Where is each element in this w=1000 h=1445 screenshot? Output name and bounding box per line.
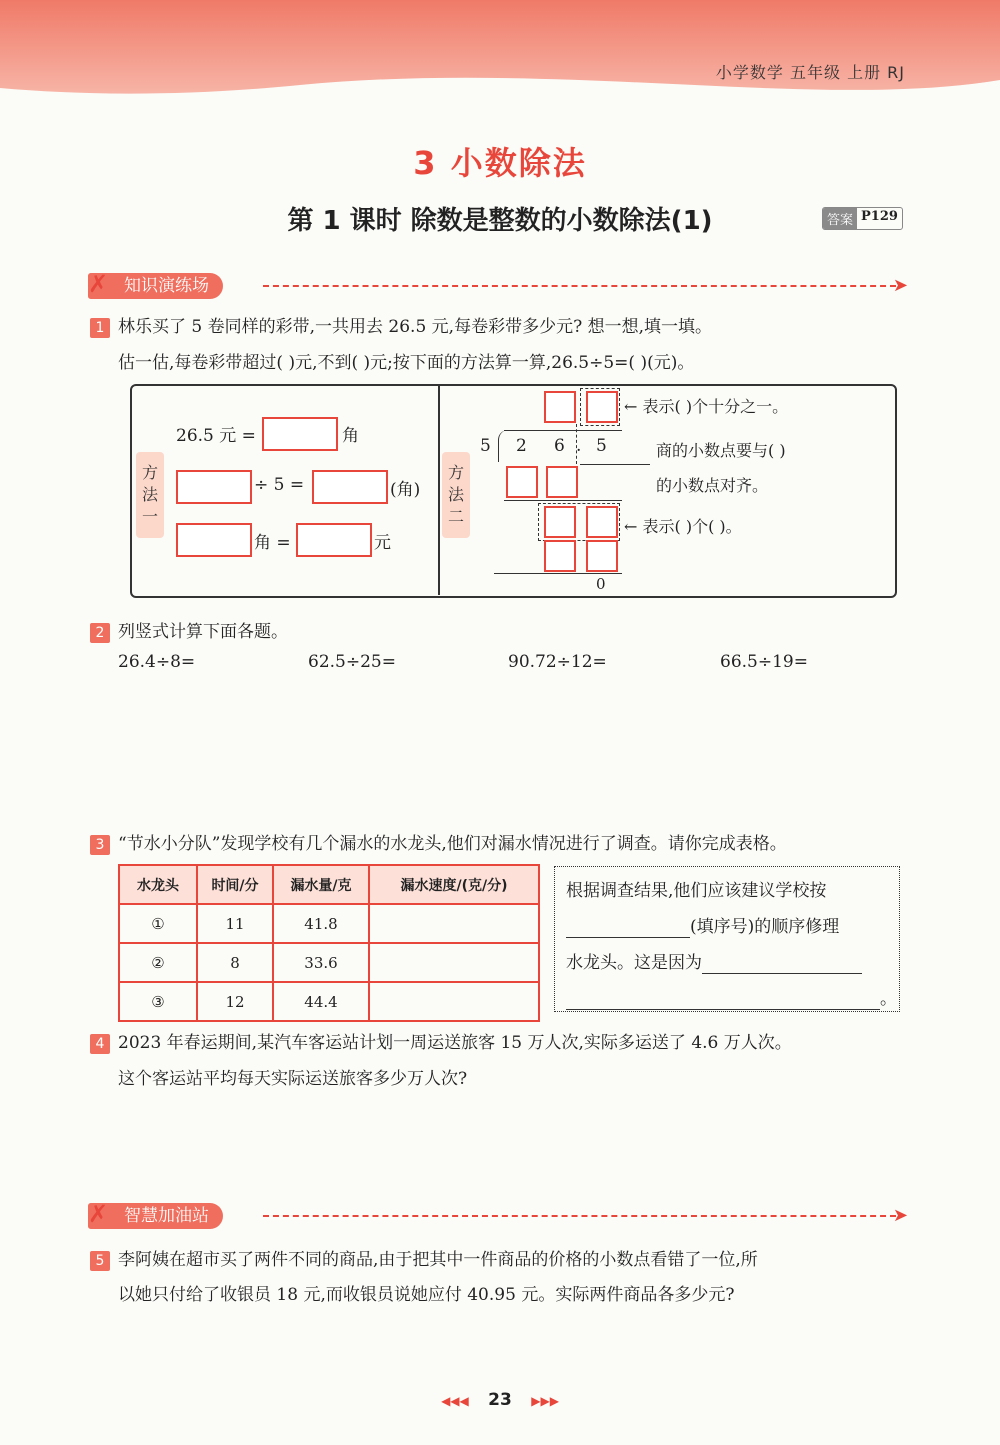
table-header-row <box>119 865 539 904</box>
question-number: 3 <box>90 835 110 855</box>
question-3 <box>90 829 787 855</box>
question-1-line2: 估一估,每卷彩带超过( )元,不到( )元;按下面的方法算一算,26.5÷5=( )(元)。 <box>118 353 695 373</box>
m1-answer-box-4[interactable] <box>176 523 252 557</box>
method-divider <box>438 385 440 595</box>
cell: 44.4 <box>273 982 369 1021</box>
exercise-2: 62.5÷25= <box>308 652 396 672</box>
leak-table <box>118 864 540 1022</box>
dividend-digit-3: 5 <box>596 436 607 456</box>
step-box-5[interactable] <box>544 540 576 572</box>
advice-line-4 <box>566 984 897 1010</box>
quotient-box-1[interactable] <box>544 391 576 423</box>
page-number: 23 <box>488 1390 512 1410</box>
question-2 <box>90 617 288 643</box>
section-label: 知识演练场 <box>88 273 223 299</box>
cell: ② <box>119 943 197 982</box>
decimal-align-guide <box>576 424 577 464</box>
question-number: 5 <box>90 1251 110 1271</box>
m1-row3-right: 元 <box>374 533 391 553</box>
advice-line-2-text: (填序号)的顺序修理 <box>690 917 840 937</box>
m1-row2-right: (角) <box>390 480 421 500</box>
method-2-tag: 方法二 <box>442 452 470 538</box>
m1-row1-right: 角 <box>342 426 359 446</box>
note-tenths: ← 表示( )个十分之一。 <box>624 397 789 416</box>
rate-answer-cell[interactable] <box>369 904 539 943</box>
step-box-6[interactable] <box>586 540 618 572</box>
cell: 12 <box>197 982 273 1021</box>
col-leak-amount: 漏水量/克 <box>273 865 369 904</box>
col-faucet: 水龙头 <box>119 865 197 904</box>
exercise-3: 90.72÷12= <box>508 652 607 672</box>
arrow-right-icon: ➤ <box>892 1205 908 1226</box>
question-1 <box>90 312 712 338</box>
division-bar <box>504 430 622 431</box>
m1-answer-box-5[interactable] <box>296 523 372 557</box>
answer-label: 答案 <box>823 208 857 229</box>
remainder: 0 <box>596 575 606 593</box>
section-header-practice <box>88 272 908 302</box>
table-row <box>119 982 539 1021</box>
note-align-2: 的小数点对齐。 <box>656 476 769 495</box>
method-1-tag: 方法一 <box>136 452 164 538</box>
cell: 33.6 <box>273 943 369 982</box>
book-series: 小学数学 五年级 上册 RJ <box>715 63 905 82</box>
question-4 <box>90 1028 792 1054</box>
table-row <box>119 943 539 982</box>
subtraction-line-1 <box>504 500 622 501</box>
note2-pointer <box>580 464 650 465</box>
divisor: 5 <box>480 436 491 456</box>
question-text: 列竖式计算下面各题。 <box>118 622 288 642</box>
chapter-title: 3 小数除法 <box>413 144 587 182</box>
cell: 41.8 <box>273 904 369 943</box>
question-4-line2: 这个客运站平均每天实际运送旅客多少万人次? <box>118 1069 468 1089</box>
m1-answer-box-3[interactable] <box>312 470 388 504</box>
answer-page: P129 <box>861 209 898 224</box>
table-row <box>119 904 539 943</box>
left-arrows-icon: ◀◀◀ <box>441 1394 469 1408</box>
cell: 11 <box>197 904 273 943</box>
cell: ③ <box>119 982 197 1021</box>
advice-line-1: 根据调查结果,他们应该建议学校按 <box>566 881 827 901</box>
exercise-1: 26.4÷8= <box>118 652 196 672</box>
page-footer <box>0 1390 1000 1410</box>
section-label: 智慧加油站 <box>88 1203 223 1229</box>
cell: 8 <box>197 943 273 982</box>
question-number: 2 <box>90 623 110 643</box>
section-header-challenge <box>88 1202 908 1232</box>
right-arrows-icon: ▶▶▶ <box>531 1394 559 1408</box>
runner-icon: ✗ <box>88 1200 109 1228</box>
quotient-box-2[interactable] <box>586 391 618 423</box>
advice-line-2 <box>566 912 839 938</box>
runner-icon: ✗ <box>88 270 109 298</box>
col-time: 时间/分 <box>197 865 273 904</box>
m1-row3-mid: 角 = <box>254 533 291 553</box>
col-leak-rate: 漏水速度/(克/分) <box>369 865 539 904</box>
header-banner <box>0 0 1000 110</box>
question-5 <box>90 1245 758 1271</box>
question-number: 1 <box>90 318 110 338</box>
reason-blank-2[interactable] <box>566 989 880 1010</box>
rate-answer-cell[interactable] <box>369 943 539 982</box>
answer-reference[interactable] <box>822 207 903 230</box>
rate-answer-cell[interactable] <box>369 982 539 1021</box>
question-text: 李阿姨在超市买了两件不同的商品,由于把其中一件商品的价格的小数点看错了一位,所 <box>118 1250 758 1270</box>
step-box-1[interactable] <box>506 466 538 498</box>
m1-row2-mid: ÷ 5 = <box>254 475 305 495</box>
note-remainder: ← 表示( )个( )。 <box>624 517 742 536</box>
step-box-2[interactable] <box>546 466 578 498</box>
step-box-3[interactable] <box>544 506 576 538</box>
exercise-4: 66.5÷19= <box>720 652 808 672</box>
reason-blank-1[interactable] <box>702 953 862 974</box>
question-number: 4 <box>90 1034 110 1054</box>
dashed-divider <box>263 1215 896 1217</box>
m1-answer-box-1[interactable] <box>262 417 338 451</box>
step-box-4[interactable] <box>586 506 618 538</box>
division-bracket <box>498 430 509 462</box>
dashed-divider <box>263 285 896 287</box>
question-text: 2023 年春运期间,某汽车客运站计划一周运送旅客 15 万人次,实际多运送了 4.6 万人次。 <box>118 1033 792 1053</box>
note-align-1: 商的小数点要与( ) <box>656 441 786 460</box>
m1-row1-left: 26.5 元 = <box>176 426 256 446</box>
advice-line-3 <box>566 948 862 974</box>
order-blank[interactable] <box>566 917 690 938</box>
cell: ① <box>119 904 197 943</box>
question-5-line2: 以她只付给了收银员 18 元,而收银员说她应付 40.95 元。实际两件商品各多少元? <box>118 1285 735 1305</box>
dividend-decimal-point: . <box>576 436 582 456</box>
question-text: 林乐买了 5 卷同样的彩带,一共用去 26.5 元,每卷彩带多少元? 想一想,填一填。 <box>118 317 713 337</box>
m1-answer-box-2[interactable] <box>176 470 252 504</box>
question-text: “节水小分队”发现学校有几个漏水的水龙头,他们对漏水情况进行了调查。请你完成表格。 <box>118 834 787 854</box>
advice-line-3-text: 水龙头。这是因为 <box>566 953 702 973</box>
dividend-digit-2: 6 <box>554 436 565 456</box>
lesson-title: 第 1 课时 除数是整数的小数除法(1) <box>287 206 713 236</box>
advice-end: 。 <box>880 989 897 1009</box>
arrow-right-icon: ➤ <box>892 275 908 296</box>
dividend-digit-1: 2 <box>516 436 527 456</box>
subtraction-line-2 <box>494 573 622 574</box>
